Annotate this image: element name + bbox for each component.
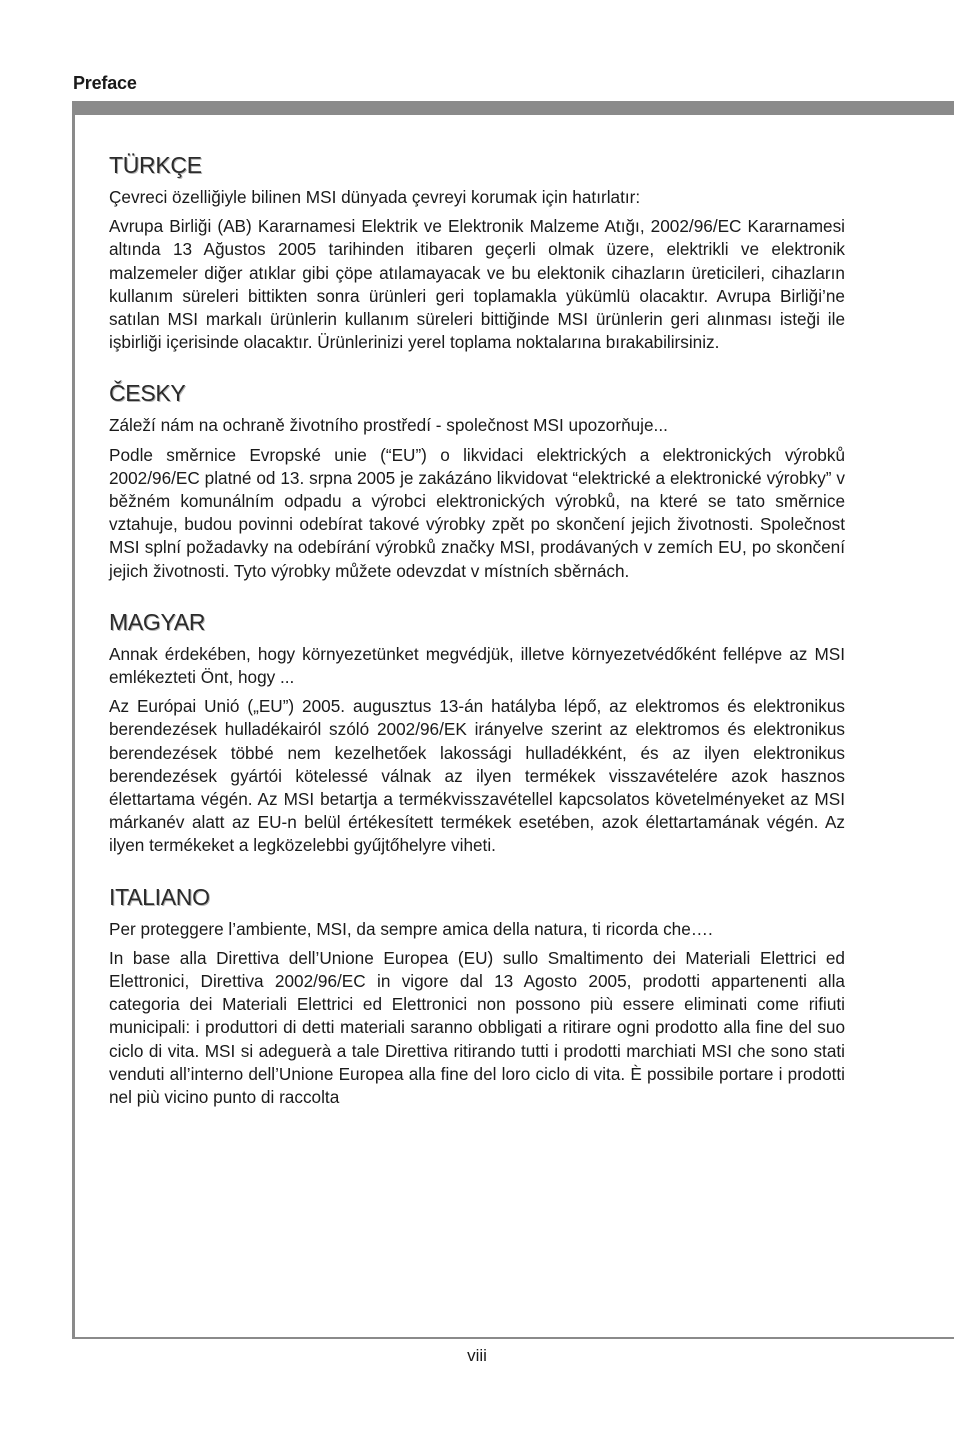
section-title: TÜRKÇE <box>109 152 202 178</box>
page-number: viii <box>467 1346 487 1365</box>
page-header-label: Preface <box>73 73 137 93</box>
section-body: Az Európai Unió („EU”) 2005. augusztus 13-án hatályba lépő, az elektromos és elektronikus berendezések hulladékairól szóló 2002/96/EK irányelve szerint az elektromos és elektronikus berendezések többé nem kezelhetőek lakossági hulladékként, és az ilyen elektronikus berendezések gyártói kötelessé válnak az ilyen termékek visszavételére azok hasznos élettartama végén. Az MSI betartja a termékvisszavétellel kapcsolatos követelményeket az MSI márkanév alatt az EU-n belül értékesített termékek esetében, azok élettartamának végén. Az ilyen termékeket a legközelebbi gyűjtőhelyre viheti. <box>109 696 845 856</box>
section-title: ITALIANO <box>109 883 210 910</box>
section-body: Podle směrnice Evropské unie (“EU”) o likvidaci elektrických a elektronických výrobků 2002/96/EC platné od 13. srpna 2005 je zakázáno likvidovat “elektrické a elektronické výrobky” v běžném komunálním odpadu a výrobci elektronických výrobků, na které se tato směrnice vztahuje, budou povinni odebírat takové výrobky zpět po skončení jejich životnosti. Společnost MSI splní požadavky na odebírání výrobků značky MSI, prodávaných v zemích EU, po skončení jejich životnosti. Tyto výrobky můžete odevzdat v místních sběrnách. <box>109 444 845 581</box>
section-intro: Çevreci özelliğiyle bilinen MSI dünyada çevreyi korumak için hatırlatır: <box>109 187 641 207</box>
section-intro: Per proteggere l’ambiente, MSI, da sempre amica della natura, ti ricorda che…. <box>109 918 713 939</box>
section-body: In base alla Direttiva dell’Unione Europea (EU) sullo Smaltimento dei Materiali Elettrici ed Elettronici, Direttiva 2002/96/EC in vigore dal 13 Agosto 2005, prodotti appartenenti alla categoria dei Materiali Elettrici ed Elettronici non possono più essere eliminati come rifiuti municipali: i produttori di detti materiali saranno obbligati a ritirare ogni prodotto alla fine del suo ciclo di vita. MSI si adeguerà a tale Direttiva ritirando tutti i prodotti marchiati MSI che sono stati venduti all’interno dell’Unione Europea alla fine del loro ciclo di vita. È possibile portare i prodotti nel più vicino punto di raccolta <box>109 947 845 1108</box>
section-turkce <box>109 150 845 354</box>
page-content <box>109 150 845 1133</box>
header-bar <box>72 101 954 115</box>
section-intro: Annak érdekében, hogy környezetünket megvédjük, illetve környezetvédőként fellépve az MSI emlékezteti Önt, hogy ... <box>109 643 845 688</box>
section-body: Avrupa Birliği (AB) Kararnamesi Elektrik ve Elektronik Malzeme Atığı, 2002/96/EC Kararnamesi altında 13 Ağustos 2005 tarihinden itibaren geçerli olmak üzere, elektrikli ve elektronik malzemeler diğer atıklar gibi çöpe atılamayacak ve bu elektonik cihazların üreticileri, cihazların kullanım süreleri bittikten sonra ürünleri geri toplamakla yükümlü olacaktır. Avrupa Birliği’ne satılan MSI markalı ürünlerin kullanım süreleri bittiğinde MSI ürünlerin geri alınması isteği ile işbirliği içerisinde olacaktır. Ürünlerinizi yerel toplama noktalarına bırakabilirsiniz. <box>109 216 845 353</box>
section-italiano <box>109 882 845 1110</box>
left-margin-rule <box>72 101 75 1339</box>
section-title: MAGYAR <box>109 608 206 635</box>
section-magyar <box>109 607 845 858</box>
bottom-rule <box>72 1337 954 1339</box>
section-cesky <box>109 378 845 582</box>
section-title: ČESKY <box>109 380 186 407</box>
section-intro: Záleží nám na ochraně životního prostředí - společnost MSI upozorňuje... <box>109 415 668 436</box>
